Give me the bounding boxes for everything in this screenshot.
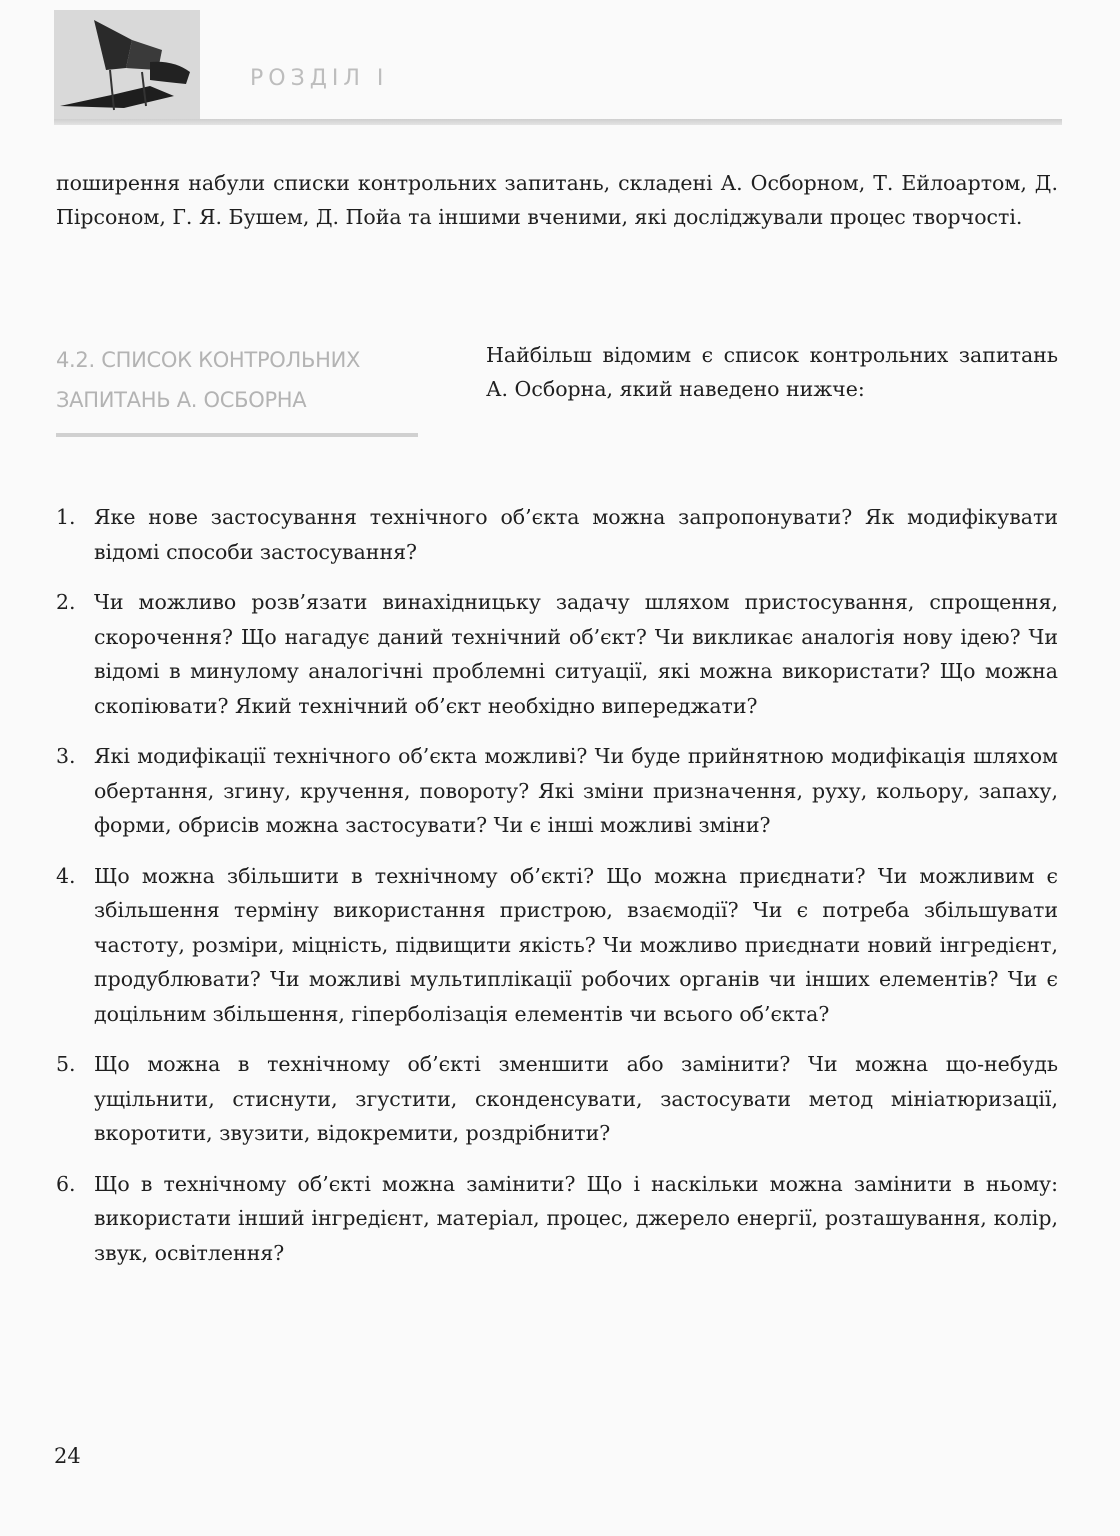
question-number: 3.: [56, 744, 76, 768]
question-text: Які модифікації технічного об’єкта можливі? Чи буде прийнятною модифікація шляхом обертання, згину, кручення, повороту? Які зміни призначення, руху, кольору, запаху, форми, обрисів можна застосувати? Чи є інші можливі зміни?: [94, 744, 1058, 837]
question-number: 4.: [56, 863, 76, 888]
question-item: [56, 500, 1058, 569]
question-text: Яке нове застосування технічного об’єкта можна запропонувати? Як модифікувати відомі способи застосування?: [94, 505, 1058, 564]
question-text: Чи можливо розв’язати винахідницьку задачу шляхом пристосування, спрощення, скорочення? Що нагадує даний технічний об’єкт? Чи викликає аналогія нову ідею? Чи відомі в минулому аналогічні проблемні ситуації, які можна використати? Що можна скопіювати? Який технічний об’єкт необхідно випереджати?: [94, 590, 1058, 718]
question-number: 2.: [56, 590, 76, 614]
page-number: 24: [54, 1444, 81, 1468]
subsection-divider: [56, 433, 418, 437]
subsection-lead-text: Найбільш відомим є список контрольних запитань А. Осборна, який наведено нижче:: [486, 343, 1058, 401]
question-number: 1.: [56, 505, 76, 529]
header-illustration: [54, 10, 200, 122]
subsection-heading: 4.2. СПИСОК КОНТРОЛЬНИХ ЗАПИТАНЬ А. ОСБОРНА: [56, 348, 361, 412]
question-item: [56, 1167, 1058, 1271]
flying-machine-icon: [54, 10, 200, 122]
question-number: 6.: [56, 1171, 76, 1196]
questions-list: [56, 500, 1058, 1286]
question-item: [56, 585, 1058, 723]
question-item: [56, 1047, 1058, 1151]
intro-paragraph: поширення набули списки контрольних запитань, складені А. Осборном, Т. Ейлоартом, Д. Пірсоном, Г. Я. Бушем, Д. Пойа та іншими вченими, які досліджували процес творчості.: [56, 171, 1058, 229]
question-number: 5.: [56, 1052, 76, 1076]
question-item: [56, 739, 1058, 843]
question-text: Що можна збільшити в технічному об’єкті? Що можна приєднати? Чи можливим є збільшення терміну використання пристрою, взаємодії? Чи є потреба збільшувати частоту, розміри, міцність, підвищити якість? Чи можливо приєднати новий інгредієнт, продублювати? Чи можливі мультиплікації робочих органів чи інших елементів? Чи є доцільним збільшення, гіперболізація елементів чи всього об’єкта?: [94, 863, 1058, 1026]
question-text: Що можна в технічному об’єкті зменшити або замінити? Чи можна що-небудь ущільнити, стиснути, згустити, сконденсувати, застосувати метод мініатюризації, вкоротити, звузити, відокремити, роздрібнити?: [94, 1052, 1058, 1145]
question-text: Що в технічному об’єкті можна замінити? Що і наскільки можна замінити в ньому: використати інший інгредієнт, матеріал, процес, джерело енергії, розташування, колір, звук, освітлення?: [94, 1171, 1058, 1265]
header-divider: [54, 119, 1062, 125]
question-item: [56, 859, 1058, 1032]
section-label: РОЗДІЛ I: [250, 66, 389, 91]
